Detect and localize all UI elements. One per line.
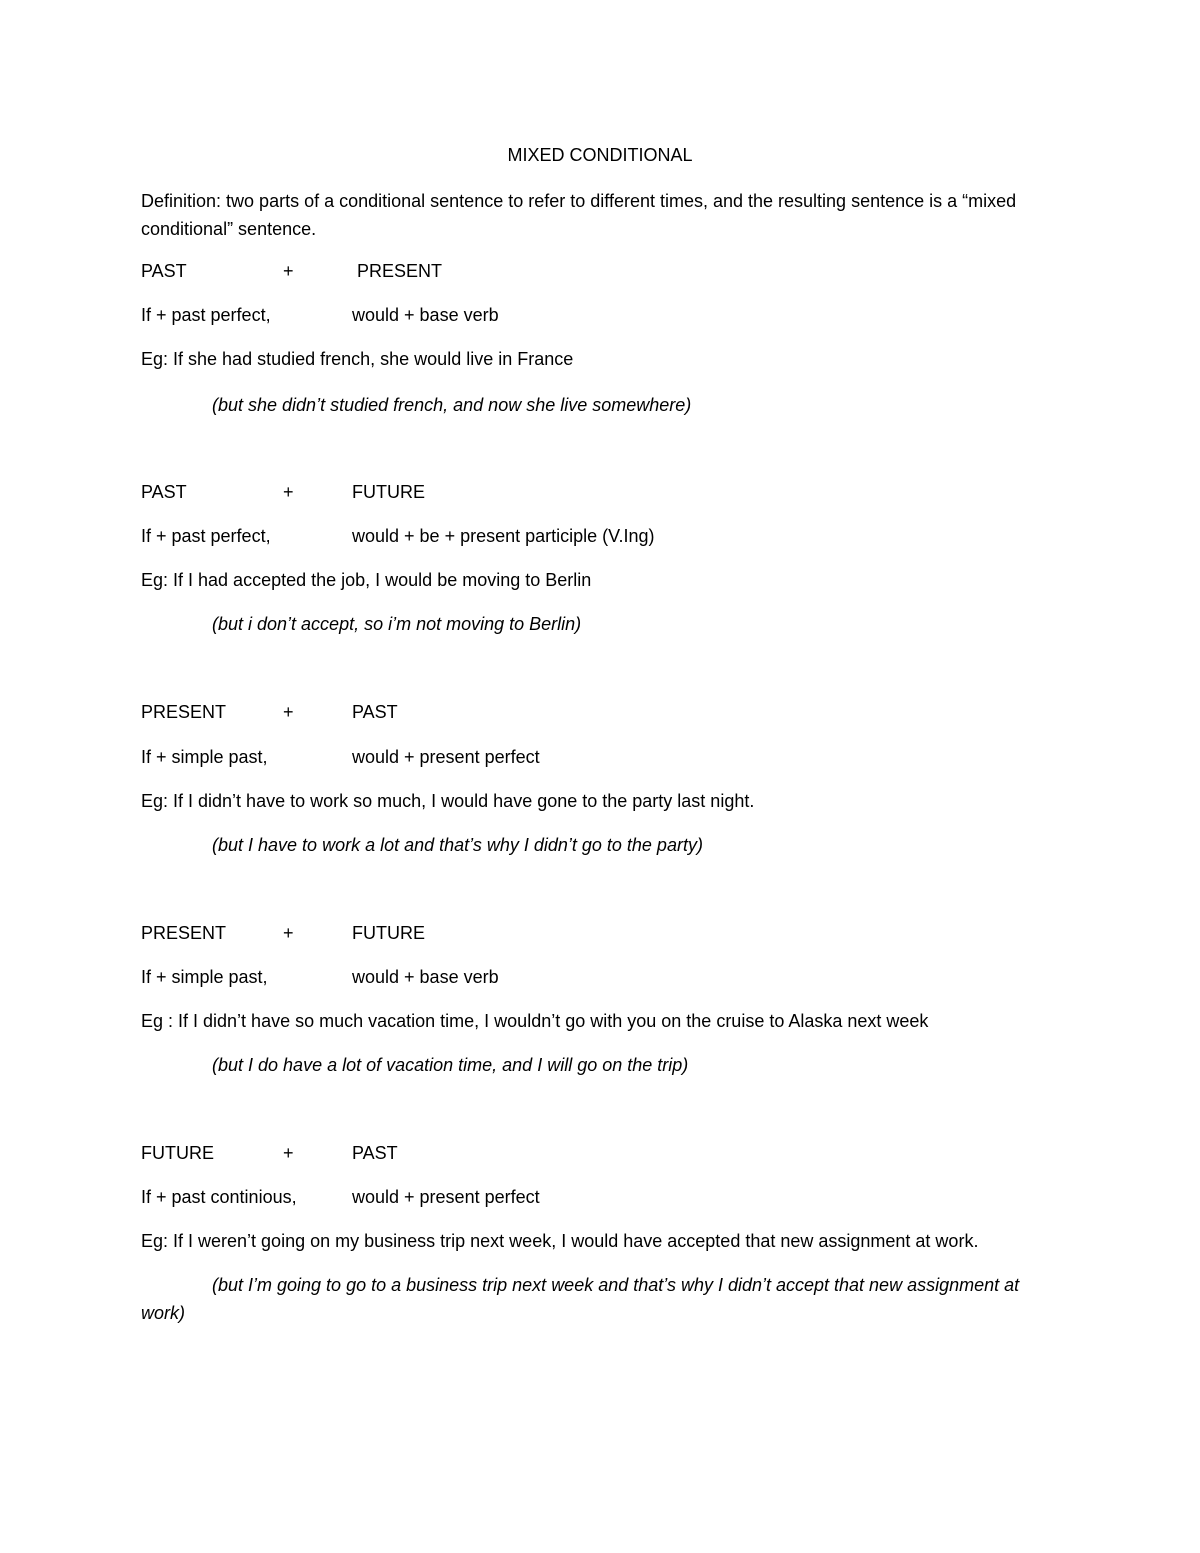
right-time-label: PRESENT (357, 261, 443, 281)
main-clause-formula: would + be + present participle (V.Ing) (352, 526, 655, 546)
definition-paragraph: Definition: two parts of a conditional sentence to refer to different times, and the resulting sentence is a “mixed conditional” sentence. (141, 191, 1017, 239)
main-clause-formula: would + base verb (352, 967, 499, 987)
main-clause-formula: would + base verb (352, 305, 499, 325)
example-sentence: Eg: If I didn’t have to work so much, I would have gone to the party last night. (141, 791, 755, 811)
plus-sign: + (283, 1143, 294, 1163)
example-note: (but I do have a lot of vacation time, and I will go on the trip) (212, 1055, 689, 1075)
tense-header-row (141, 921, 1066, 945)
plus-sign: + (283, 702, 294, 722)
if-clause-formula: If + past perfect, (141, 305, 271, 325)
tense-header-row (141, 700, 1066, 724)
example-sentence: Eg: If I weren’t going on my business trip next week, I would have accepted that new assignment at work. (141, 1231, 979, 1251)
right-time-label: PAST (352, 1143, 398, 1163)
formula-row (141, 1185, 1066, 1209)
example-sentence: Eg : If I didn’t have so much vacation time, I wouldn’t go with you on the cruise to Alaska next week (141, 1011, 929, 1031)
left-time-label: PAST (141, 261, 187, 281)
tense-header-row (141, 259, 1066, 283)
right-time-label: FUTURE (352, 923, 425, 943)
tense-header-row (141, 480, 1066, 504)
right-time-label: PAST (352, 702, 398, 722)
example-sentence: Eg: If I had accepted the job, I would be moving to Berlin (141, 570, 592, 590)
formula-row (141, 524, 1066, 548)
main-clause-formula: would + present perfect (352, 1187, 540, 1207)
plus-sign: + (283, 261, 294, 281)
if-clause-formula: If + past continious, (141, 1187, 297, 1207)
page-title: MIXED CONDITIONAL (507, 145, 693, 165)
left-time-label: PRESENT (141, 923, 227, 943)
example-note: (but she didn’t studied french, and now she live somewhere) (212, 395, 692, 415)
if-clause-formula: If + simple past, (141, 747, 268, 767)
left-time-label: FUTURE (141, 1143, 214, 1163)
example-sentence: Eg: If she had studied french, she would live in France (141, 349, 574, 369)
section-past-present (141, 259, 1066, 419)
section-present-past (141, 700, 1066, 859)
example-note: (but I have to work a lot and that’s why I didn’t go to the party) (212, 835, 703, 855)
formula-row (141, 965, 1066, 989)
right-time-label: FUTURE (352, 482, 425, 502)
formula-row (141, 745, 1066, 769)
example-note: (but I’m going to go to a business trip next week and that’s why I didn’t accept that new assignment at work) (141, 1275, 1020, 1323)
section-past-future (141, 480, 1066, 638)
left-time-label: PAST (141, 482, 187, 502)
section-present-future (141, 921, 1066, 1079)
section-future-past (141, 1141, 1066, 1327)
main-clause-formula: would + present perfect (352, 747, 540, 767)
plus-sign: + (283, 482, 294, 502)
if-clause-formula: If + simple past, (141, 967, 268, 987)
left-time-label: PRESENT (141, 702, 227, 722)
tense-header-row (141, 1141, 1066, 1165)
formula-row (141, 303, 1066, 327)
plus-sign: + (283, 923, 294, 943)
if-clause-formula: If + past perfect, (141, 526, 271, 546)
example-note: (but i don’t accept, so i’m not moving to Berlin) (212, 614, 582, 634)
